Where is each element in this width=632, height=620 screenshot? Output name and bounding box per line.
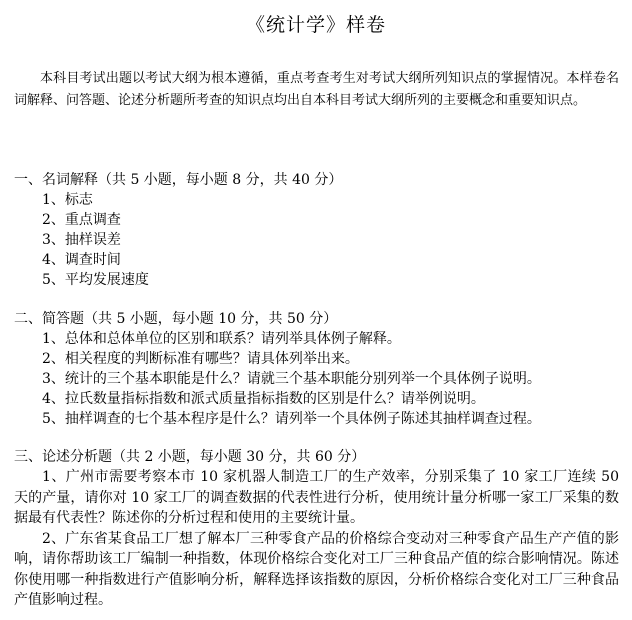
section-essay [14,447,619,611]
section-heading: 二、简答题（共 5 小题，每小题 10 分，共 50 分） [14,311,338,327]
list-item: 2、相关程度的判断标准有哪些？请具体列举出来。 [42,351,359,367]
essay-question: 1、广州市需要考察本市 10 家机器人制造工厂的生产效率，分别采集了 10 家工厂连续 50 天的产量，请你对 10 家工厂的调查数据的代表性进行分析，使用统计量分析哪一家工厂采集的数据最有代表性？陈述你的分析过程和使用的主要统计量。 [14,469,619,526]
list-item: 5、平均发展速度 [42,272,149,288]
section-heading: 一、名词解释（共 5 小题，每小题 8 分，共 40 分） [14,172,343,188]
list-item: 5、抽样调查的七个基本程序是什么？请列举一个具体例子陈述其抽样调查过程。 [42,411,541,427]
section-terms [14,170,619,290]
list-item: 4、调查时间 [42,252,121,268]
section-short-answer [14,309,619,429]
intro-paragraph: 本科目考试出题以考试大纲为根本遵循，重点考查考生对考试大纲所列知识点的掌握情况。本样卷名词解释、问答题、论述分析题所考查的知识点均出自本科目考试大纲所列的主要概念和重要知识点。 [14,71,619,108]
list-item: 1、标志 [42,192,93,208]
list-item: 3、抽样误差 [42,232,121,248]
list-item: 4、拉氏数量指标指数和派式质量指标指数的区别是什么？请举例说明。 [42,391,485,407]
document-title: 《统计学》样卷 [245,14,386,36]
list-item: 2、重点调查 [42,212,121,228]
list-item: 1、总体和总体单位的区别和联系？请列举具体例子解释。 [42,331,401,347]
section-heading: 三、论述分析题（共 2 小题，每小题 30 分，共 60 分） [14,449,366,465]
list-item: 3、统计的三个基本职能是什么？请就三个基本职能分别列举一个具体例子说明。 [42,371,541,387]
essay-question: 2、广东省某食品工厂想了解本厂三种零食产品的价格综合变动对三种零食产品生产产值的影响，请你帮助该工厂编制一种指数，体现价格综合变化对工厂三种食品产值的综合影响情况。陈述你使用哪一种指数进行产值影响分析，解释选择该指数的原因，分析价格综合变化对工厂三种食品产值影响过程。 [14,530,619,608]
